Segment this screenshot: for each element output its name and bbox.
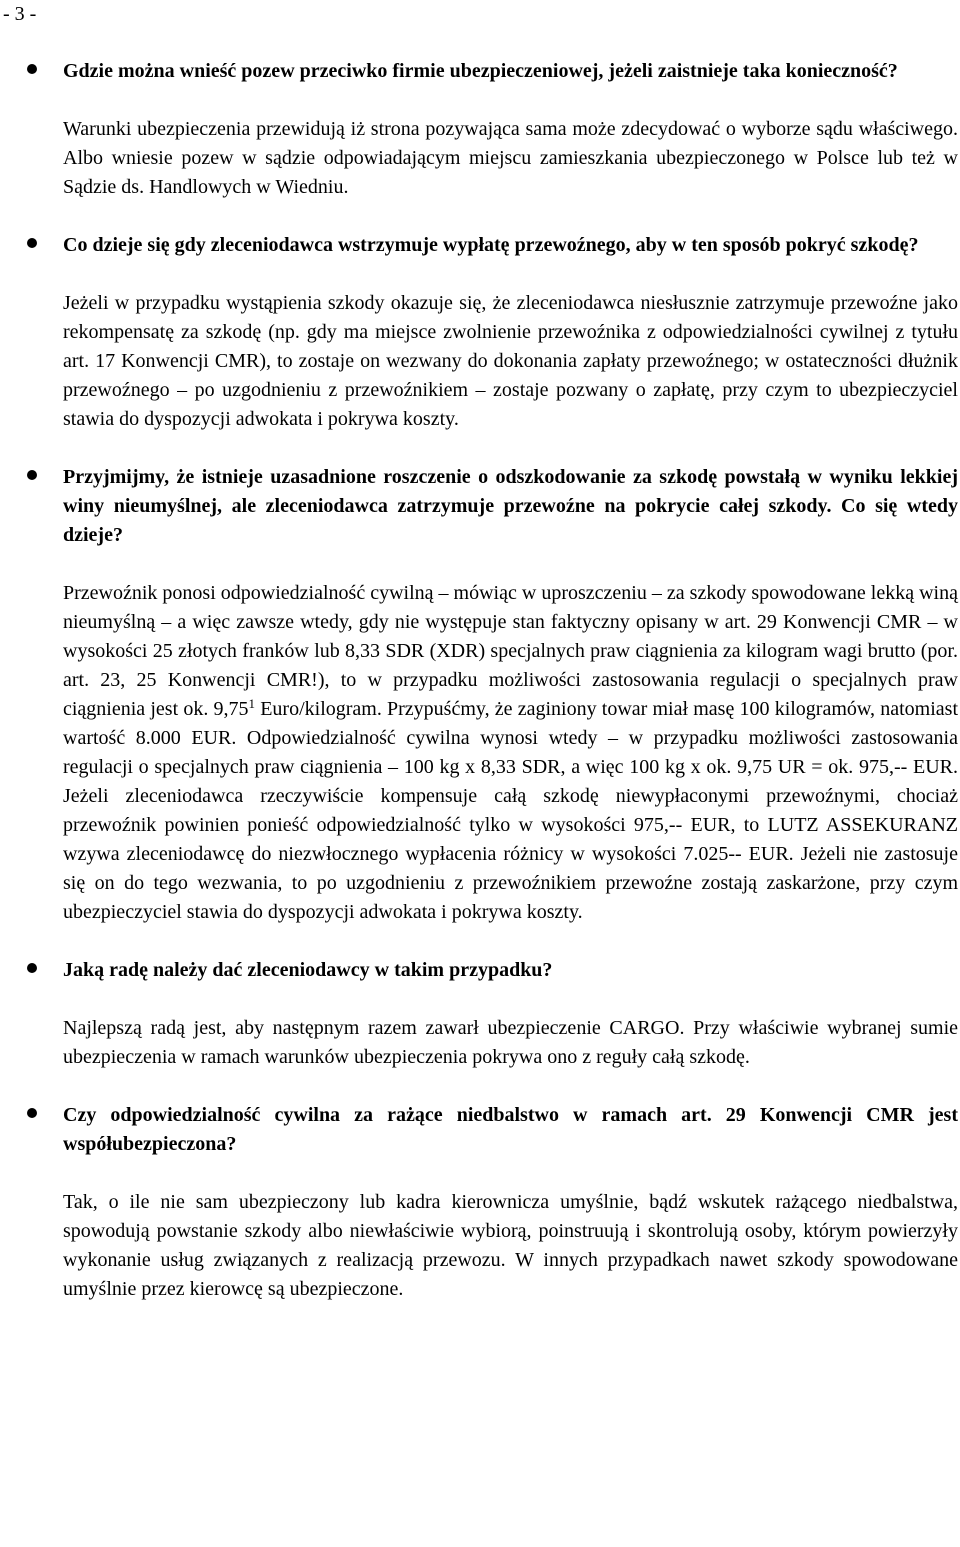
question-5-text: Czy odpowiedzialność cywilna za rażące niedbalstwo w ramach art. 29 Konwencji CMR jest współubezpieczona?	[63, 1104, 958, 1155]
question-4-text: Jaką radę należy dać zleceniodawcy w takim przypadku?	[63, 959, 553, 981]
question-3-text: Przyjmijmy, że istnieje uzasadnione roszczenie o odszkodowanie za szkodę powstałą w wyniku lekkiej winy nieumyślnej, ale zleceniodawca zatrzymuje przewoźne na pokrycie całej szkody. Co się wtedy dzieje?	[63, 466, 958, 546]
qa-section-1	[0, 57, 960, 202]
bullet-icon	[27, 238, 37, 248]
question-5	[63, 1101, 958, 1159]
answer-2: Jeżeli w przypadku wystąpienia szkody okazuje się, że zleceniodawca niesłusznie zatrzymuje przewoźne jako rekompensatę za szkodę (np. gdy ma miejsce zwolnienie przewoźnika z odpowiedzialności cywilnej z tytułu art. 17 Konwencji CMR), to zostaje on wezwany do dokonania zapłaty przewoźnego; w ostateczności dłużnik przewoźnego – po uzgodnieniu z przewoźnikiem – zostaje pozwany o zapłatę, przy czym to ubezpieczyciel stawia do dyspozycji adwokata i pokrywa koszty.	[63, 292, 958, 430]
bullet-icon	[27, 470, 37, 480]
bullet-icon	[27, 64, 37, 74]
qa-section-2	[0, 231, 960, 434]
answer-3-part-2: Euro/kilogram. Przypuśćmy, że zaginiony towar miał masę 100 kilogramów, natomiast wartość 8.000 EUR. Odpowiedzialność cywilna wynosi wtedy – w przypadku możliwości zastosowania regulacji o specjalnych praw ciągnienia – 100 kg x 8,33 SDR, a więc 100 kg x ok. 9,75 UR = ok. 975,-- EUR. Jeżeli zleceniodawca rzeczywiście kompensuje całą szkodę niewypłaconymi przewoźnymi, chociaż przewoźnik powinien ponieść odpowiedzialność tylko w wysokości 975,-- EUR, to LUTZ ASSEKURANZ wzywa zleceniodawcę do niezwłocznego wypłacenia różnicy w wysokości 7.025-- EUR. Jeżeli nie zastosuje się on do tego wezwania, to po uzgodnieniu z przewoźnikiem przewoźne zostają zaskarżone, przy czym ubezpieczyciel stawia do dyspozycji adwokata i pokrywa koszty.	[63, 698, 958, 923]
answer-1: Warunki ubezpieczenia przewidują iż strona pozywająca sama może zdecydować o wyborze sądu właściwego. Albo wniesie pozew w sądzie odpowiadającym miejscu zamieszkania ubezpieczonego w Polsce lub też w Sądzie ds. Handlowych w Wiedniu.	[63, 118, 958, 198]
qa-section-5	[0, 1101, 960, 1304]
bullet-icon	[27, 963, 37, 973]
qa-section-3	[0, 463, 960, 927]
question-1-text: Gdzie można wnieść pozew przeciwko firmie ubezpieczeniowej, jeżeli zaistnieje taka konieczność?	[63, 60, 898, 82]
bullet-icon	[27, 1108, 37, 1118]
qa-section-4	[0, 956, 960, 1072]
question-1	[63, 57, 958, 86]
document-body	[0, 57, 960, 1304]
answer-3	[63, 579, 958, 927]
question-4	[63, 956, 958, 985]
question-2	[63, 231, 958, 260]
page-number: - 3 -	[3, 3, 37, 25]
question-3	[63, 463, 958, 550]
question-2-text: Co dzieje się gdy zleceniodawca wstrzymuje wypłatę przewoźnego, aby w ten sposób pokryć szkodę?	[63, 234, 919, 256]
answer-3-part-1: Przewoźnik ponosi odpowiedzialność cywilną – mówiąc w uproszczeniu – za szkody spowodowane lekką winą nieumyślną – a więc zawsze wtedy, gdy nie występuje stan faktyczny opisany w art. 29 Konwencji CMR – w wysokości 25 złotych franków lub 8,33 SDR (XDR) specjalnych praw ciągnienia za kilogram wagi brutto (por. art. 23, 25 Konwencji CMR!), to w przypadku możliwości zastosowania regulacji o specjalnych praw ciągnienia jest ok. 9,75	[63, 582, 958, 720]
answer-5: Tak, o ile nie sam ubezpieczony lub kadra kierownicza umyślnie, bądź wskutek rażącego niedbalstwa, spowodują powstanie szkody albo niewłaściwie wybiorą, poinstruują i skontrolują osoby, którym powierzyły wykonanie usług związanych z realizacją przewozu. W innych przypadkach nawet szkody spowodowane umyślnie przez kierowcę są ubezpieczone.	[63, 1191, 958, 1300]
answer-4: Najlepszą radą jest, aby następnym razem zawarł ubezpieczenie CARGO. Przy właściwie wybranej sumie ubezpieczenia w ramach warunków ubezpieczenia pokrywa ono z reguły całą szkodę.	[63, 1017, 958, 1068]
footnote-mark: 1	[248, 696, 256, 711]
